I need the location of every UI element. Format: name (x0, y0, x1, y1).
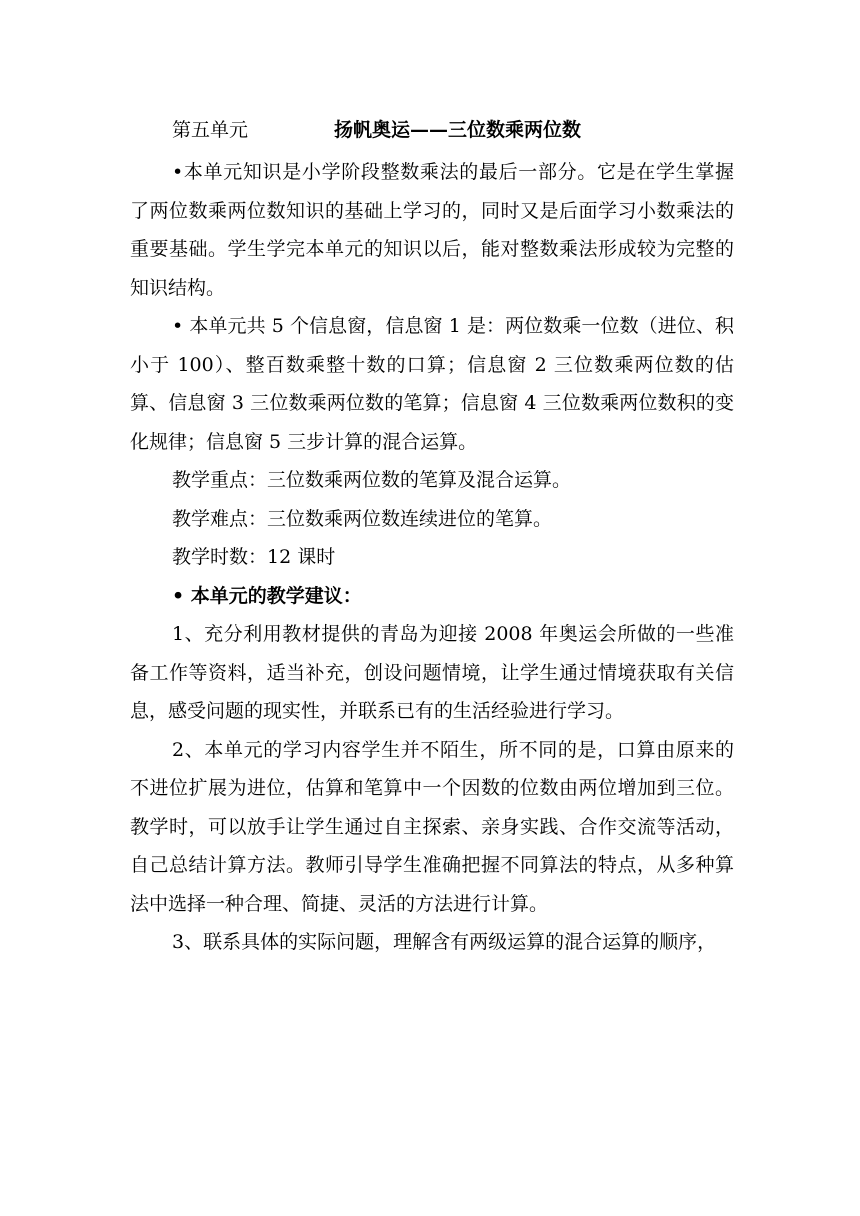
paragraph-difficult-points: 教学难点：三位数乘两位数连续进位的笔算。 (172, 507, 553, 530)
paragraph-info-windows: • 本单元共 5 个信息窗，信息窗 1 是：两位数乘一位数（进位、积小于 100）、整百数乘整十数的口算；信息窗 2 三位数乘两位数的估算、信息窗 3 三位数乘两位数的笔算；信息窗 4 三位数乘两位数积的变化规律；信息窗 5 三步计算的混合运算。 (130, 315, 734, 453)
unit-title: 扬帆奥运——三位数乘两位数 (334, 119, 582, 141)
paragraph-class-hours: 教学时数：12 课时 (172, 546, 336, 568)
paragraph-suggestion-1: 1、充分利用教材提供的青岛为迎接 2008 年奥运会所做的一些准备工作等资料，适当补充，创设问题情境，让学生通过情境获取有关信息，感受问题的现实性，并联系已有的生活经验进行学习。 (130, 623, 734, 722)
document-body (130, 153, 734, 962)
paragraph-suggestions-heading: • 本单元的教学建议： (172, 584, 362, 607)
unit-number: 第五单元 (172, 119, 249, 141)
unit-heading (172, 116, 772, 144)
paragraph-unit-overview: •本单元知识是小学阶段整数乘法的最后一部分。它是在学生掌握了两位数乘两位数知识的基础上学习的，同时又是后面学习小数乘法的重要基础。学生学完本单元的知识以后，能对整数乘法形成较为完整的知识结构。 (130, 161, 734, 299)
paragraph-suggestion-3: 3、联系具体的实际问题，理解含有两级运算的混合运算的顺序， (172, 931, 717, 953)
paragraph-key-points: 教学重点：三位数乘两位数的笔算及混合运算。 (172, 469, 572, 491)
paragraph-suggestion-2: 2、本单元的学习内容学生并不陌生，所不同的是，口算由原来的不进位扩展为进位，估算和笔算中一个因数的位数由两位增加到三位。教学时，可以放手让学生通过自主探索、亲身实践、合作交流等活动，自己总结计算方法。教师引导学生准确把握不同算法的特点，从多种算法中选择一种合理、简捷、灵活的方法进行计算。 (130, 738, 734, 915)
